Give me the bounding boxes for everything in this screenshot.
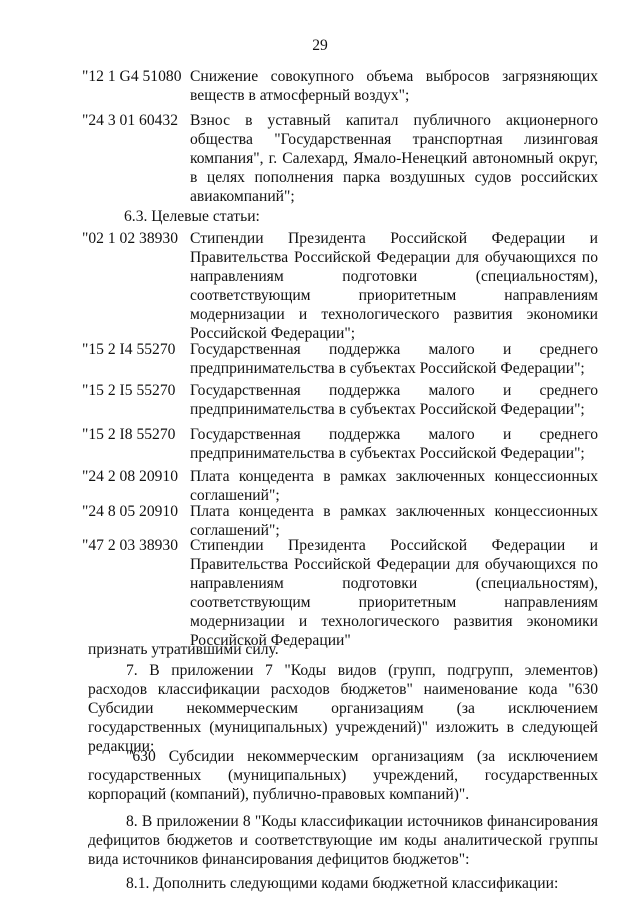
entry-text: Стипендии Президента Российской Федерации и Правительства Российской Федерации для обучающихся по направлениям подготовки (специальностям), соответствующим приоритетным направлениям модернизации и технологического развития экономики Российской Федерации";	[190, 230, 598, 342]
code-entry	[82, 67, 598, 105]
entry-code: "15 2 I4 55270	[82, 341, 176, 358]
code-entry	[82, 502, 598, 540]
paragraph-630: "630 Субсидии некоммерческим организациям (за исключением государственных (муниципальных) учреждений, государственных корпораций (компаний), публично-правовых компаний)".	[88, 748, 598, 803]
entry-code: "15 2 I5 55270	[82, 382, 176, 399]
entry-code: "24 2 08 20910	[82, 468, 179, 485]
paragraph-7: 7. В приложении 7 "Коды видов (групп, подгрупп, элементов) расходов классификации расходов бюджетов" наименование кода "630 Субсидии некоммерческим организациям (за исключением государственных (муниципальных) учреждений)" изложить в следующей редакции:	[88, 662, 598, 755]
entry-code: "24 3 01 60432	[82, 112, 179, 129]
entry-text: Снижение совокупного объема выбросов загрязняющих веществ в атмосферный воздух";	[190, 68, 598, 104]
code-entry	[82, 111, 598, 206]
entry-code: "24 8 05 20910	[82, 503, 179, 520]
invalidation-text: признать утратившими силу.	[88, 641, 279, 658]
entry-text: Взнос в уставный капитал публичного акционерного общества "Государственная транспортная лизинговая компания", г. Салехард, Ямало-Ненецкий автономный округ, в целях пополнения парка воздушных судов российских авиакомпаний";	[190, 112, 598, 205]
entry-text: Государственная поддержка малого и среднего предпринимательства в субъектах Российской Федерации";	[190, 382, 598, 418]
entry-text: Плата концедента в рамках заключенных концессионных соглашений";	[190, 503, 598, 539]
entry-code: "15 2 I8 55270	[82, 426, 176, 443]
entry-code: "47 2 03 38930	[82, 537, 179, 554]
entry-text: Государственная поддержка малого и среднего предпринимательства в субъектах Российской Федерации";	[190, 426, 598, 462]
section-heading-6-3: 6.3. Целевые статьи:	[124, 208, 260, 225]
entry-code: "02 1 02 38930	[82, 230, 179, 247]
paragraph-8-1: 8.1. Дополнить следующими кодами бюджетной классификации:	[126, 875, 559, 892]
entry-code: "12 1 G4 51080	[82, 68, 182, 85]
paragraph-8: 8. В приложении 8 "Коды классификации источников финансирования дефицитов бюджетов и соответствующие им коды аналитической группы вида источников финансирования дефицитов бюджетов":	[88, 813, 598, 868]
entry-text: Стипендии Президента Российской Федерации и Правительства Российской Федерации для обучающихся по направлениям подготовки (специальностям), соответствующим приоритетным направлениям модернизации и технологического развития экономики Российской Федерации"	[190, 537, 598, 649]
code-entry	[82, 229, 598, 343]
code-entry	[82, 536, 598, 650]
page-number: 29	[312, 37, 328, 54]
code-entry	[82, 340, 598, 378]
entry-text: Государственная поддержка малого и среднего предпринимательства в субъектах Российской Федерации";	[190, 341, 598, 377]
code-entry	[82, 467, 598, 505]
entry-text: Плата концедента в рамках заключенных концессионных соглашений";	[190, 468, 598, 504]
code-entry	[82, 425, 598, 463]
code-entry	[82, 381, 598, 419]
